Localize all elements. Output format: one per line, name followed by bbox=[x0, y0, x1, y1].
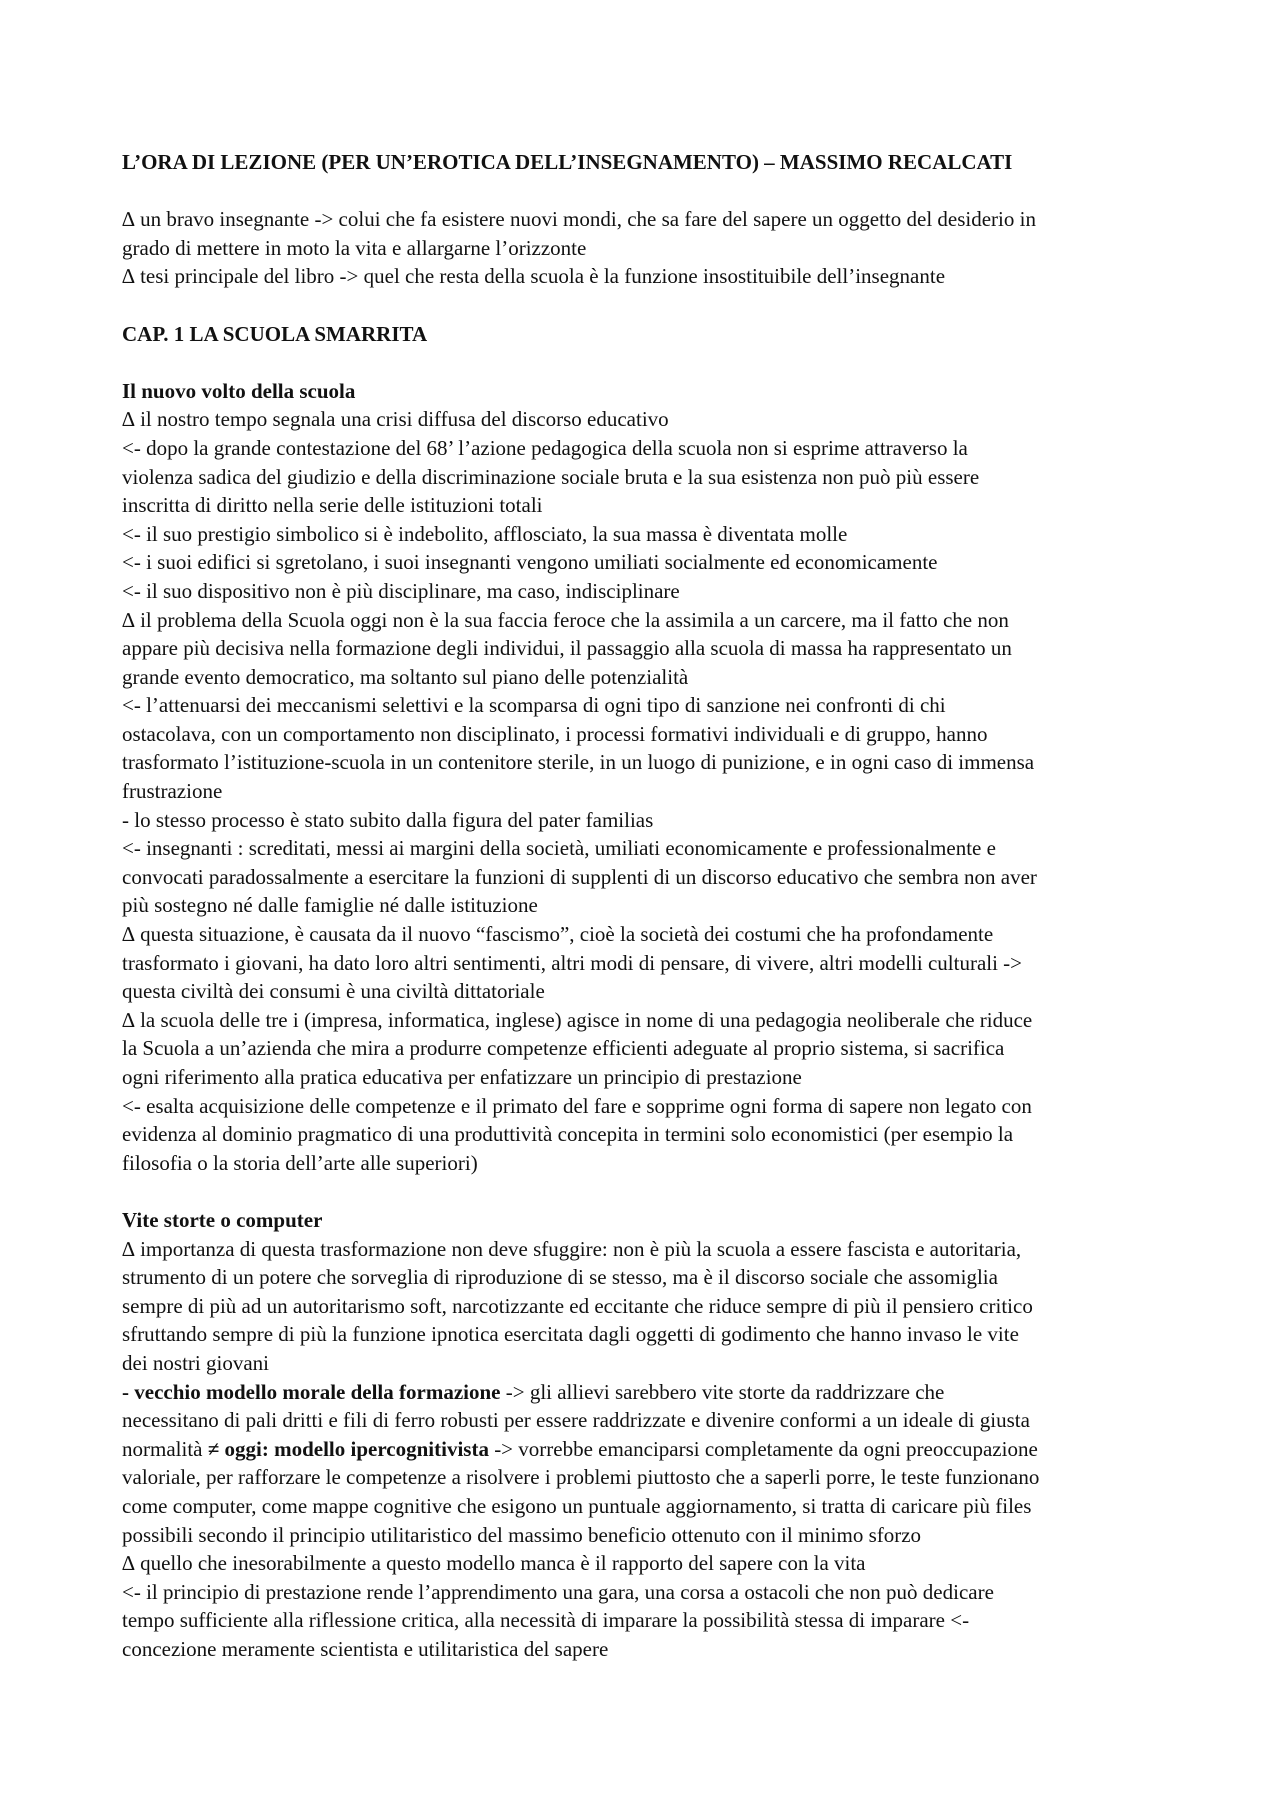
body-line: valoriale, per rafforzare le competenze a risolvere i problemi piuttosto che a saperli porre, le teste funzionano bbox=[122, 1465, 1040, 1490]
body-line: tempo sufficiente alla riflessione critica, alla necessità di imparare la possibilità stessa di imparare <- bbox=[122, 1608, 970, 1633]
normality-text: normalità bbox=[122, 1436, 208, 1461]
spacer bbox=[122, 291, 1178, 320]
section-heading: Vite storte o computer bbox=[122, 1207, 323, 1232]
spacer bbox=[122, 1177, 1178, 1206]
body-line: <- il suo dispositivo non è più disciplinare, ma caso, indisciplinare bbox=[122, 578, 680, 603]
body-line: la Scuola a un’azienda che mira a produrre competenze efficienti adeguate al proprio sistema, si sacrifica bbox=[122, 1036, 1005, 1061]
body-line: appare più decisiva nella formazione degli individui, il passaggio alla scuola di massa ha rappresentato un bbox=[122, 636, 1012, 661]
intro-line: grado di mettere in moto la vita e allargarne l’orizzonte bbox=[122, 235, 587, 260]
body-line-mixed bbox=[122, 1435, 1178, 1464]
body-line: dei nostri giovani bbox=[122, 1350, 269, 1375]
body-line: <- il suo prestigio simbolico si è indebolito, afflosciato, la sua massa è diventata molle bbox=[122, 521, 848, 546]
body-line: <- dopo la grande contestazione del 68’ l’azione pedagogica della scuola non si esprime attraverso la bbox=[122, 435, 968, 460]
intro-block bbox=[122, 205, 1178, 291]
body-line: evidenza al dominio pragmatico di una produttività concepita in termini solo economistici (per esempio la bbox=[122, 1122, 1014, 1147]
body-line: ∆ il nostro tempo segnala una crisi diffusa del discorso educativo bbox=[122, 407, 669, 432]
document-page bbox=[122, 148, 1178, 1663]
body-line: possibili secondo il principio utilitaristico del massimo beneficio ottenuto con il minimo sforzo bbox=[122, 1522, 922, 1547]
body-line: <- il principio di prestazione rende l’apprendimento una gara, una corsa a ostacoli che non può dedicare bbox=[122, 1579, 994, 1604]
body-line-mixed bbox=[122, 1378, 1178, 1407]
intro-line: ∆ tesi principale del libro -> quel che resta della scuola è la funzione insostituibile dell’insegnante bbox=[122, 264, 946, 289]
section-vite-storte bbox=[122, 1206, 1178, 1664]
body-line: concezione meramente scientista e utilitaristica del sapere bbox=[122, 1636, 609, 1661]
body-line: violenza sadica del giudizio e della discriminazione sociale bruta e la sua esistenza non può più essere bbox=[122, 464, 980, 489]
body-line: sfruttando sempre di più la funzione ipnotica esercitata dagli oggetti di godimento che hanno invaso le vite bbox=[122, 1322, 1019, 1347]
body-line: convocati paradossalmente a esercitare la funzioni di supplenti di un discorso educativo che sembra non aver bbox=[122, 864, 1037, 889]
chapter-heading: CAP. 1 LA SCUOLA SMARRITA bbox=[122, 321, 428, 346]
body-line: <- l’attenuarsi dei meccanismi selettivi e la scomparsa di ogni tipo di sanzione nei confronti di chi bbox=[122, 693, 946, 718]
new-model-label: ≠ oggi: modello ipercognitivista bbox=[207, 1436, 489, 1461]
body-line: <- esalta acquisizione delle competenze e il primato del fare e sopprime ogni forma di sapere non legato con bbox=[122, 1093, 1032, 1118]
body-line: ∆ la scuola delle tre i (impresa, informatica, inglese) agisce in nome di una pedagogia neoliberale che riduce bbox=[122, 1007, 1033, 1032]
body-line: trasformato l’istituzione-scuola in un contenitore sterile, in un luogo di punizione, e in ogni caso di immensa bbox=[122, 750, 1035, 775]
body-line: frustrazione bbox=[122, 779, 223, 804]
body-line: grande evento democratico, ma soltanto sul piano delle potenzialità bbox=[122, 664, 689, 689]
body-line: questa civiltà dei consumi è una civiltà dittatoriale bbox=[122, 979, 545, 1004]
body-line: come computer, come mappe cognitive che esigono un puntuale aggiornamento, si tratta di caricare più files bbox=[122, 1493, 1032, 1518]
body-line: inscritta di diritto nella serie delle istituzioni totali bbox=[122, 493, 543, 518]
new-model-text: -> vorrebbe emanciparsi completamente da ogni preoccupazione bbox=[488, 1436, 1038, 1461]
body-line: filosofia o la storia dell’arte alle superiori) bbox=[122, 1150, 478, 1175]
old-model-label: - vecchio modello morale della formazione bbox=[122, 1379, 501, 1404]
body-line: <- insegnanti : screditati, messi ai margini della società, umiliati economicamente e professionalmente e bbox=[122, 836, 996, 861]
spacer bbox=[122, 177, 1178, 206]
body-line: sempre di più ad un autoritarismo soft, narcotizzante ed eccitante che riduce sempre di più il pensiero critico bbox=[122, 1293, 1033, 1318]
body-line: trasformato i giovani, ha dato loro altri sentimenti, altri modi di pensare, di vivere, altri modelli culturali -> bbox=[122, 950, 1023, 975]
document-title: L’ORA DI LEZIONE (PER UN’EROTICA DELL’INSEGNAMENTO) – MASSIMO RECALCATI bbox=[122, 150, 1013, 174]
spacer bbox=[122, 348, 1178, 377]
section-heading: Il nuovo volto della scuola bbox=[122, 378, 356, 403]
body-line: <- i suoi edifici si sgretolano, i suoi insegnanti vengono umiliati socialmente ed economicamente bbox=[122, 550, 938, 575]
body-line: strumento di un potere che sorveglia di riproduzione di se stesso, ma è il discorso sociale che assomiglia bbox=[122, 1265, 998, 1290]
body-line: ogni riferimento alla pratica educativa per enfatizzare un principio di prestazione bbox=[122, 1065, 802, 1089]
body-line: ∆ importanza di questa trasformazione non deve sfuggire: non è più la scuola a essere fascista e autoritaria, bbox=[122, 1236, 1022, 1261]
section-nuovo-volto bbox=[122, 377, 1178, 1178]
old-model-text: -> gli allievi sarebbero vite storte da raddrizzare che bbox=[500, 1379, 945, 1404]
body-line: ostacolava, con un comportamento non disciplinato, i processi formativi individuali e di gruppo, hanno bbox=[122, 721, 988, 746]
body-line: ∆ il problema della Scuola oggi non è la sua faccia feroce che la assimila a un carcere, ma il fatto che non bbox=[122, 607, 1009, 632]
body-line: ∆ quello che inesorabilmente a questo modello manca è il rapporto del sapere con la vita bbox=[122, 1551, 866, 1576]
body-line: più sostegno né dalle famiglie né dalle istituzione bbox=[122, 893, 538, 918]
body-line: - lo stesso processo è stato subito dalla figura del pater familias bbox=[122, 807, 654, 832]
intro-line: ∆ un bravo insegnante -> colui che fa esistere nuovi mondi, che sa fare del sapere un oggetto del desiderio in bbox=[122, 207, 1036, 232]
body-line: necessitano di pali dritti e fili di ferro robusti per essere raddrizzate e divenire conformi a un ideale di giusta bbox=[122, 1408, 1030, 1433]
body-line: ∆ questa situazione, è causata da il nuovo “fascismo”, cioè la società dei costumi che ha profondamente bbox=[122, 922, 994, 947]
